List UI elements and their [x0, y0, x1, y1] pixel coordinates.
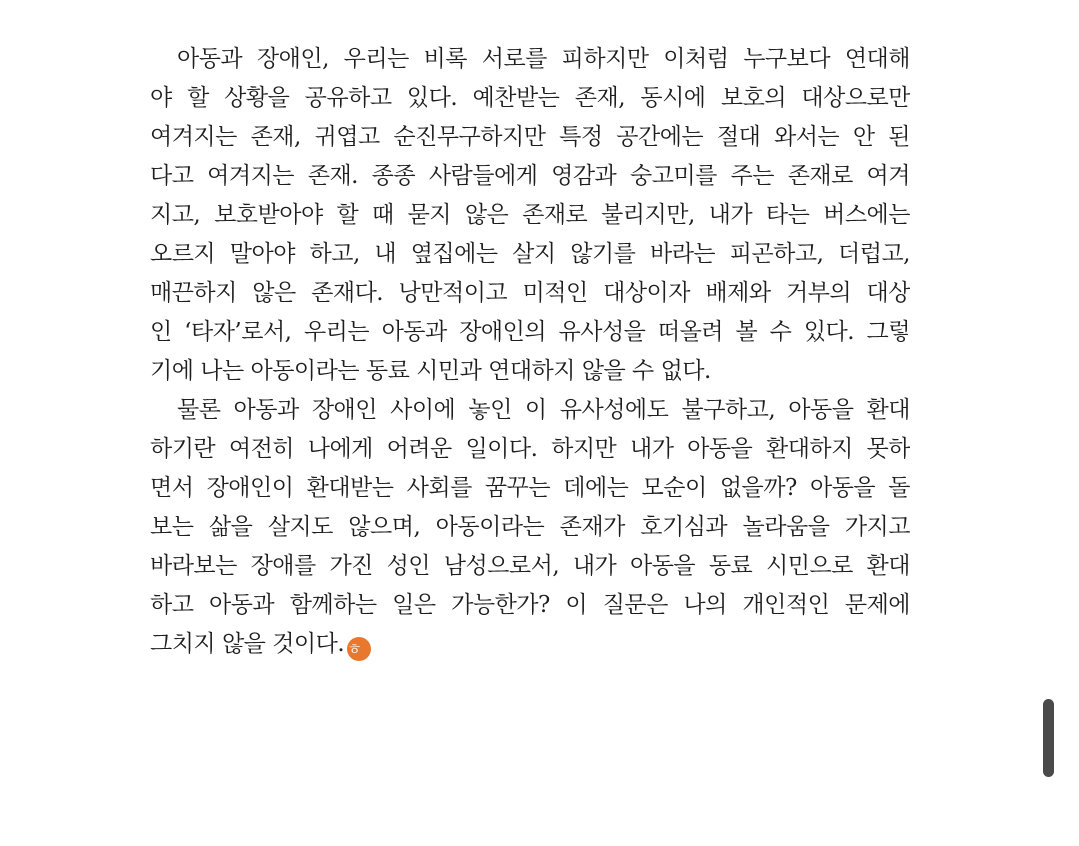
text-line: 하기란 여전히 나에게 어려운 일이다. 하지만 내가 아동을 환대하지 못하	[150, 436, 910, 462]
article-body	[150, 40, 910, 664]
text-line: 아동과 장애인, 우리는 비록 서로를 피하지만 이처럼 누구보다 연대해	[177, 46, 910, 72]
text-line: 지고, 보호받아야 할 때 묻지 않은 존재로 불리지만, 내가 타는 버스에는	[150, 202, 910, 228]
text-line: 하고 아동과 함께하는 일은 가능한가? 이 질문은 나의 개인적인 문제에	[150, 592, 910, 618]
text-line-content: 그치지 않을 것이다.	[150, 631, 345, 657]
text-line: 다고 여겨지는 존재. 종종 사람들에게 영감과 숭고미를 주는 존재로 여겨	[150, 163, 910, 189]
text-line: 면서 장애인이 환대받는 사회를 꿈꾸는 데에는 모순이 없을까? 아동을 돌	[150, 475, 910, 501]
text-line: 오르지 말아야 하고, 내 옆집에는 살지 않기를 바라는 피곤하고, 더럽고,	[150, 241, 910, 267]
text-line: 보는 삶을 살지도 않으며, 아동이라는 존재가 호기심과 놀라움을 가지고	[150, 514, 910, 540]
text-line: 여겨지는 존재, 귀엽고 순진무구하지만 특정 공간에는 절대 와서는 안 된	[150, 124, 910, 150]
paragraph-2	[150, 391, 910, 664]
text-line: 야 할 상황을 공유하고 있다. 예찬받는 존재, 동시에 보호의 대상으로만	[150, 85, 910, 111]
text-line: 물론 아동과 장애인 사이에 놓인 이 유사성에도 불구하고, 아동을 환대	[177, 397, 910, 423]
text-line: 기에 나는 아동이라는 동료 시민과 연대하지 않을 수 없다.	[150, 358, 711, 384]
last-text-line	[150, 625, 910, 664]
end-of-article-mark-icon: ㅎ	[347, 637, 371, 661]
paragraph-1	[150, 40, 910, 391]
vertical-scrollbar-thumb[interactable]	[1043, 699, 1054, 777]
text-line: 바라보는 장애를 가진 성인 남성으로서, 내가 아동을 동료 시민으로 환대	[150, 553, 910, 579]
text-line: 매끈하지 않은 존재다. 낭만적이고 미적인 대상이자 배제와 거부의 대상	[150, 280, 910, 306]
text-line: 인 ‘타자’로서, 우리는 아동과 장애인의 유사성을 떠올려 볼 수 있다. 그렇	[150, 319, 910, 345]
